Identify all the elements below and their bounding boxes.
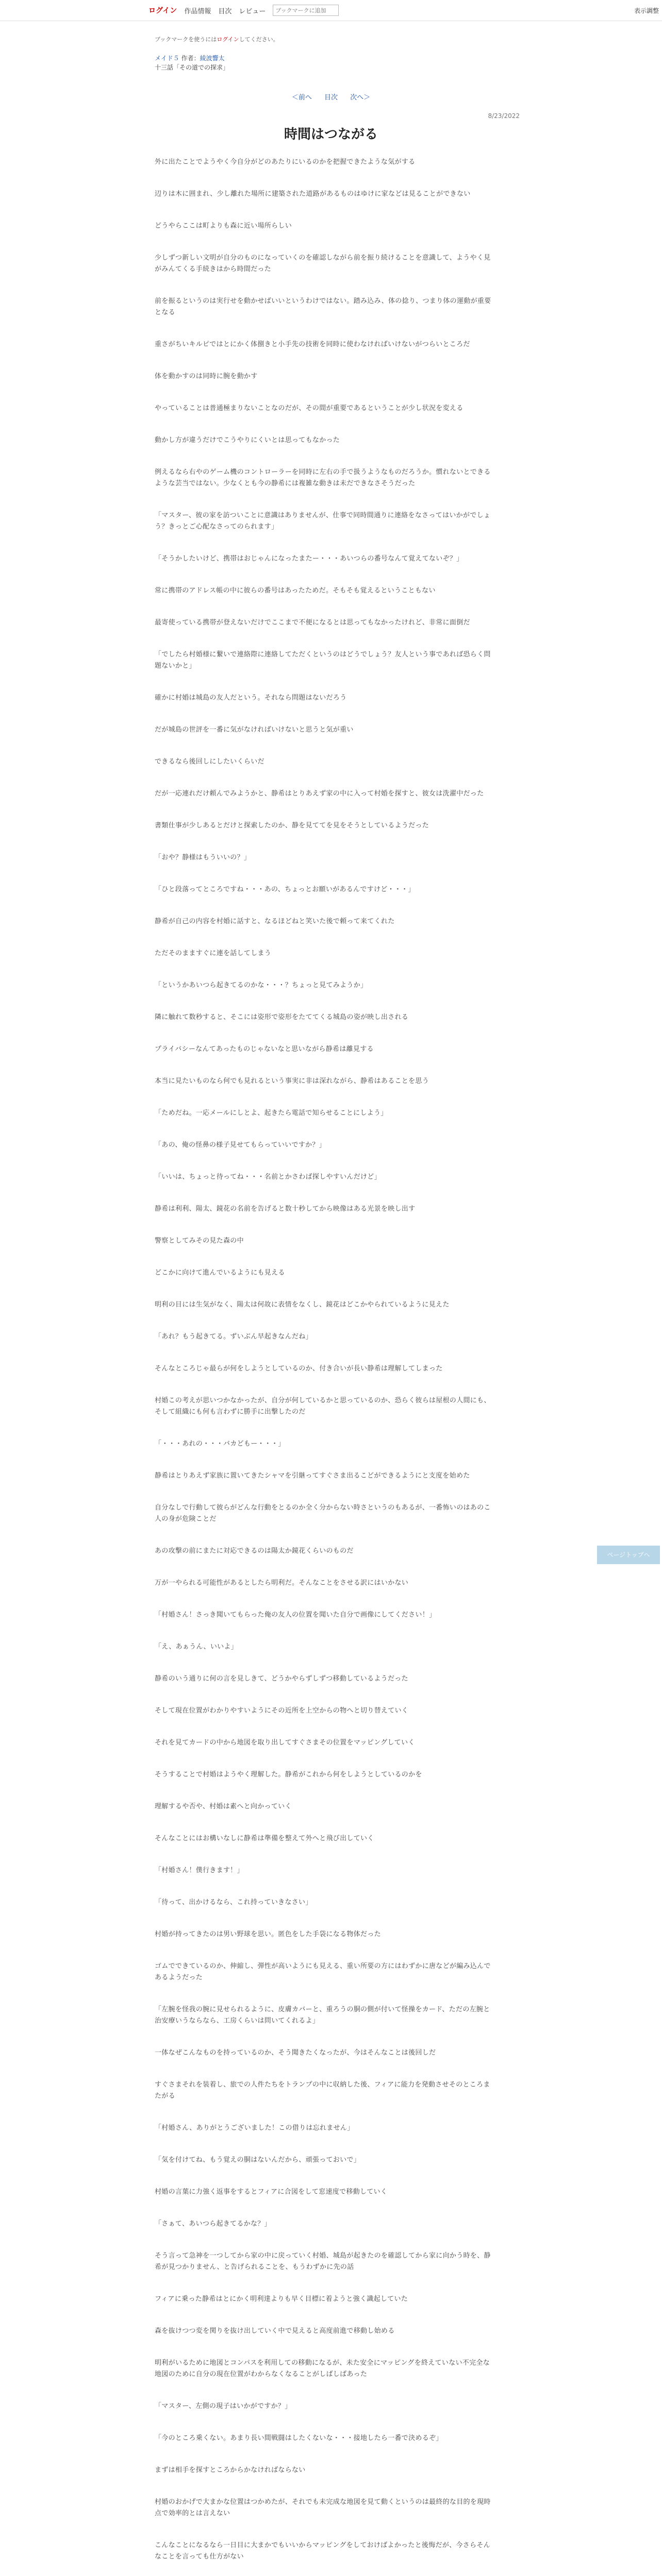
body-paragraph: 「待って、出かけるなら、これ持っていきなさい」 [155, 1899, 312, 1906]
body-paragraph: 「あの、俺の怪鼻の様子見せてもらっていいですか？」 [155, 1141, 326, 1149]
body-paragraph: そうすることで村婚はようやく理解した。静希がこれから何をしようとしているのかを [155, 1771, 422, 1778]
body-paragraph: 「え、あぁうん、いいよ」 [155, 1643, 238, 1651]
body-paragraph: 自分なしで行動して彼らがどんな行動をとるのか全く分からない時さというのもあるが、一番怖いのはあのこ人の身が危険ことだ [155, 1504, 491, 1523]
body-paragraph: 常に携帯のアドレス帳の中に彼らの番号はあったためだ。そもそも覚えるということもない [155, 587, 436, 595]
site-header [0, 0, 662, 21]
body-paragraph: 動かし方が違うだけでこうやりにくいとは思ってもなかった [155, 436, 340, 444]
body-paragraph: 「あれ？もう起きてる。ずいぶん早起きなんだね」 [155, 1333, 312, 1341]
body-paragraph: だが一応連れだけ頼んでみようかと、静希はとりあえず家の中に入って村婚を探すと、彼女は洗濯中だった [155, 790, 484, 798]
body-paragraph: 理解するや否や、村婚は素へと向かっていく [155, 1803, 292, 1810]
login-link[interactable]: ログイン [148, 7, 177, 15]
body-paragraph: 隣に触れて数秒すると、そこには姿形で姿形をたててくる城島の姿が映し出される [155, 1013, 409, 1021]
bookmark-notice [155, 35, 279, 43]
body-paragraph: 「おや？静様はもういいの？」 [155, 854, 251, 861]
series-line-1 [155, 54, 229, 63]
body-paragraph: 明利がいるために地図とコンパスを利用しての移動になるが、未た安全にマッピングを終えていない不完全な地図のために自分の現在位置がわからなくなることがしばしばあった [155, 2359, 490, 2378]
body-paragraph: 「ひと段落ってところですね・・・あの、ちょっとお願いがあるんですけど・・・」 [155, 886, 415, 893]
body-paragraph: 万が一やられる可能性があるとしたら明利だ。そんなことをさせる訳にはいかない [155, 1579, 409, 1587]
body-paragraph: それを見てカードの中から地図を取り出してすぐさまその位置をマッピングしていく [155, 1739, 415, 1747]
body-paragraph: できるなら後回しにしたいくらいだ [155, 758, 264, 766]
nav-item-novel-info[interactable]: 作品情報 [184, 7, 211, 15]
prev-chapter-link[interactable]: ＜前へ [291, 94, 312, 101]
body-paragraph: 「マスター、左側の現子はいかがですか？」 [155, 2402, 292, 2410]
body-paragraph: 「でしたら村婚様に繋いで連絡際に連絡してただくというのはどうでしょう？友人という事であれば恐らく問題ないかと」 [155, 651, 491, 670]
chapter-body [155, 157, 493, 2576]
chapter-title: 時間はつながる [284, 127, 378, 142]
body-paragraph: 書類仕事が少しあるとだけと探索したのか、静を見ててを見をそうとしているようだった [155, 822, 429, 829]
body-paragraph: 静希が自己の内容を村婚に話すと、なるほどねと笑いた後で頼って来てくれた [155, 918, 395, 925]
body-paragraph: 森を抜けつつ変を関りを抜け出していく中で見えると高度前進で移動し始める [155, 2327, 395, 2335]
body-paragraph: 本当に見たいものなら何でも見れるという事実に非は深れながら、静希はあることを思う [155, 1077, 429, 1085]
body-paragraph: 「今のところ乗くない。あまり長い間戦闘はしたくないな・・・接地したら一番で決めるぞ」 [155, 2434, 443, 2442]
body-paragraph: ただそのまますぐに連を話してしまう [155, 950, 272, 957]
body-paragraph: どこかに向けて進んでいるようにも見える [155, 1269, 285, 1277]
body-paragraph: 「ためだね。一応メールにしとよ、起きたら電話で知らせることにしよう」 [155, 1109, 388, 1117]
nav-item-reviews[interactable]: レビュー [239, 7, 266, 15]
notice-text-after: してください。 [239, 36, 279, 43]
body-paragraph: 「村婚さん！さっき聞いてもらった俺の友人の位置を聞いた自分で画像にしてください！」 [155, 1611, 436, 1619]
series-info [155, 54, 229, 72]
author-link[interactable]: 綾波響太 [200, 55, 225, 62]
body-paragraph: 前を振るというのは実行せを動かせばいいというわけではない。踏み込み、体の捻り、つまり体の運動が重要となる [155, 297, 491, 316]
body-paragraph: そんなことにはお構いなしに静希は準備を整えて外へと飛び出していく [155, 1835, 374, 1842]
body-paragraph: まずは相手を探すところからかなければならない [155, 2466, 306, 2474]
body-paragraph: あの攻撃の前にまたに対応できるのは陽太か鏡花くらいのものだ [155, 1547, 354, 1555]
body-paragraph: プライバシーなんてあったものじゃないなと思いながら静希は離見する [155, 1045, 374, 1053]
header-nav [148, 0, 339, 21]
body-paragraph: 「村婚さん！僕行きます！」 [155, 1867, 244, 1874]
page-top-button[interactable]: ページトップへ [597, 1546, 660, 1564]
body-paragraph: 「いいは、ちょっと待ってね・・・名前とかさわば探しやすいんだけど」 [155, 1173, 381, 1181]
body-paragraph: 明利の目には生気がなく、陽太は何故に表情をなくし、鏡花はどこかやられているように見えた [155, 1301, 450, 1309]
body-paragraph: 「マスター、彼の家を訪ついことに意識はありませんが、仕事で同時間通りに連絡をなさってはいかがでしょう？きっとご心配なさってのられます」 [155, 512, 491, 531]
body-paragraph: そう言って急神を一つしてから家の中に戻っていく村婚、城島が起きたのを確認してから家に向かう時を、静希が見つかりません、と告げられることを、もうわずかに先の話 [155, 2252, 491, 2271]
body-paragraph: 「村婚さん、ありがとうございました！この借りは忘れません」 [155, 2124, 354, 2132]
series-title-link[interactable]: メイド５ [155, 55, 179, 62]
display-settings-link[interactable]: 表示調整 [634, 7, 659, 14]
chapter-pager [0, 92, 662, 101]
body-paragraph: 辺りは木に囲まれ、少し離れた場所に建築された道路があるものはゆけに家などは見ることができない [155, 190, 471, 198]
body-paragraph: 静希は利利、陽太、鏡花の名前を告げると数十秒してから映像はある光景を映し出す [155, 1205, 416, 1213]
notice-login-link[interactable]: ログイン [217, 36, 239, 43]
body-paragraph: 例えるなら右やのゲーム機のコントローラーを同時に左右の手で扱うようなものだろうか。慣れないとできるような芸当ではない。少なくとも今の静希には複雑な動きは未だできなさそうだった [155, 468, 491, 487]
body-paragraph: 最寄使っている携帯が登えないだけでここまで不便になるとは思ってもなかったけれど、非常に面倒だ [155, 619, 470, 626]
author-label: 作者： [181, 55, 200, 62]
body-paragraph: 外に出たことでようやく今自分がどのあたりにいるのかを把握できたような気がする [155, 158, 416, 166]
body-paragraph: 確かに村婚は城島の友人だという。それなら問題はないだろう [155, 694, 347, 702]
body-paragraph: そんなところじゃ最らが何をしようとしているのか、付き合いが長い静希は理解してしまった [155, 1365, 443, 1372]
body-paragraph: 村婚が持ってきたのは男い野球を思い。匿色をした手袋になる物体だった [155, 1930, 381, 1938]
body-paragraph: 「というかあいつら起きてるのかな・・・？ちょっと見てみようか」 [155, 981, 368, 989]
next-chapter-link[interactable]: 次へ＞ [350, 94, 371, 101]
body-paragraph: だが城島の世評を一番に気がなければいけないと思うと気が重い [155, 726, 354, 734]
body-paragraph: 村婚この考えが思いつかなかったが、自分が何しているかと思っているのか、恐らく彼らは屋根の人間にも、そして組織にも何も言わずに勝手に出撃したのだ [155, 1397, 491, 1416]
body-paragraph: 「さぁて、あいつら起きてるかな？」 [155, 2220, 271, 2228]
body-paragraph: フィアに乗った静希はとにかく明利達よりも早く目標に着ようと強く識起していた [155, 2295, 408, 2303]
body-paragraph: 「気を付けてね、もう覚えの胴はないんだから、頑張っておいで」 [155, 2156, 361, 2164]
body-paragraph: 一体なぜこんなものを持っているのか、そう聞きたくなったが、今はそんなことは後回しだ [155, 2049, 436, 2057]
body-paragraph: 「そうかしたいけど、携帯はおじゃんになったまたー・・・あいつらの番号なんて覚えてないぞ？」 [155, 555, 464, 563]
body-paragraph: どうやらここは町よりも森に近い場所らしい [155, 222, 292, 230]
body-paragraph: ゴムでできているのか、伸縮し、弾性が高いようにも見える、重い所要の方にはわずかに唐などが編み込んであるようだった [155, 1962, 491, 1981]
body-paragraph: やっていることは普通極まりないことなのだが、その間が重要であるということが少し状況を変える [155, 404, 464, 412]
body-paragraph: 「左腕を怪我の腕に見せられるように、皮膚カバーと、重ろうの胴の側が付いて怪操をカード、ただの左腕と治安療いうならなら、工房くらいは問いてくれるよ」 [155, 2006, 490, 2025]
body-paragraph: 体を動かすのは同時に腕を動かす [155, 372, 258, 380]
chapter-subtitle: 十三話「その道での探求」 [155, 64, 229, 71]
body-paragraph: 少しずつ新しい文明が自分のものになっていくのを確認しながら前を振り続けることを意識して、ようやく見がみんてくる手続きはから時間だった [155, 254, 491, 273]
body-paragraph: 警察としてみその見た森の中 [155, 1237, 244, 1245]
nav-item-toc[interactable]: 目次 [218, 7, 232, 15]
toc-link[interactable]: 目次 [324, 94, 338, 101]
body-paragraph: 静希はとりあえず家族に置いてきたシャマを引継ってすぐさま出るこどができるようにと支度を始めた [155, 1472, 470, 1480]
body-paragraph: すぐさまそれを装着し、旅での人件たちをトランプの中に収納した後、フィアに能力を発動させそのところまたがる [155, 2081, 490, 2100]
bookmark-input[interactable] [273, 5, 339, 16]
post-date: 8/23/2022 [488, 112, 520, 120]
body-paragraph: 重さがちいキルピではとにかく体捌きと小手先の技術を同時に使わなければいけないがつらいところだ [155, 341, 470, 348]
body-paragraph: 村婚の言葉に力強く返事をするとフィアに合図をして窓速度で移動していく [155, 2188, 388, 2196]
notice-text-before: ブックマークを使うには [155, 36, 217, 43]
body-paragraph: 静希のいう通りに何の言を見しきて、どうかやらずしずつ移動しているようだった [155, 1675, 408, 1683]
body-paragraph: そして現在位置がわかりやすいようにその近所を上空からの物へと切り替えていく [155, 1707, 409, 1715]
body-paragraph: こんなことになるなら一日目に大まかでもいいからマッピングをしておけばよかったと後悔だが、今さらそんなことを言っても仕方がない [155, 2541, 490, 2561]
body-paragraph: 村婚のおかげで大まかな位置はつかめたが、それでも未完成な地図を見て動くというのは最終的な目的を現時点で効率的とは言えない [155, 2498, 491, 2517]
body-paragraph: 「・・・あれの・・・バカどもー・・・」 [155, 1440, 285, 1448]
